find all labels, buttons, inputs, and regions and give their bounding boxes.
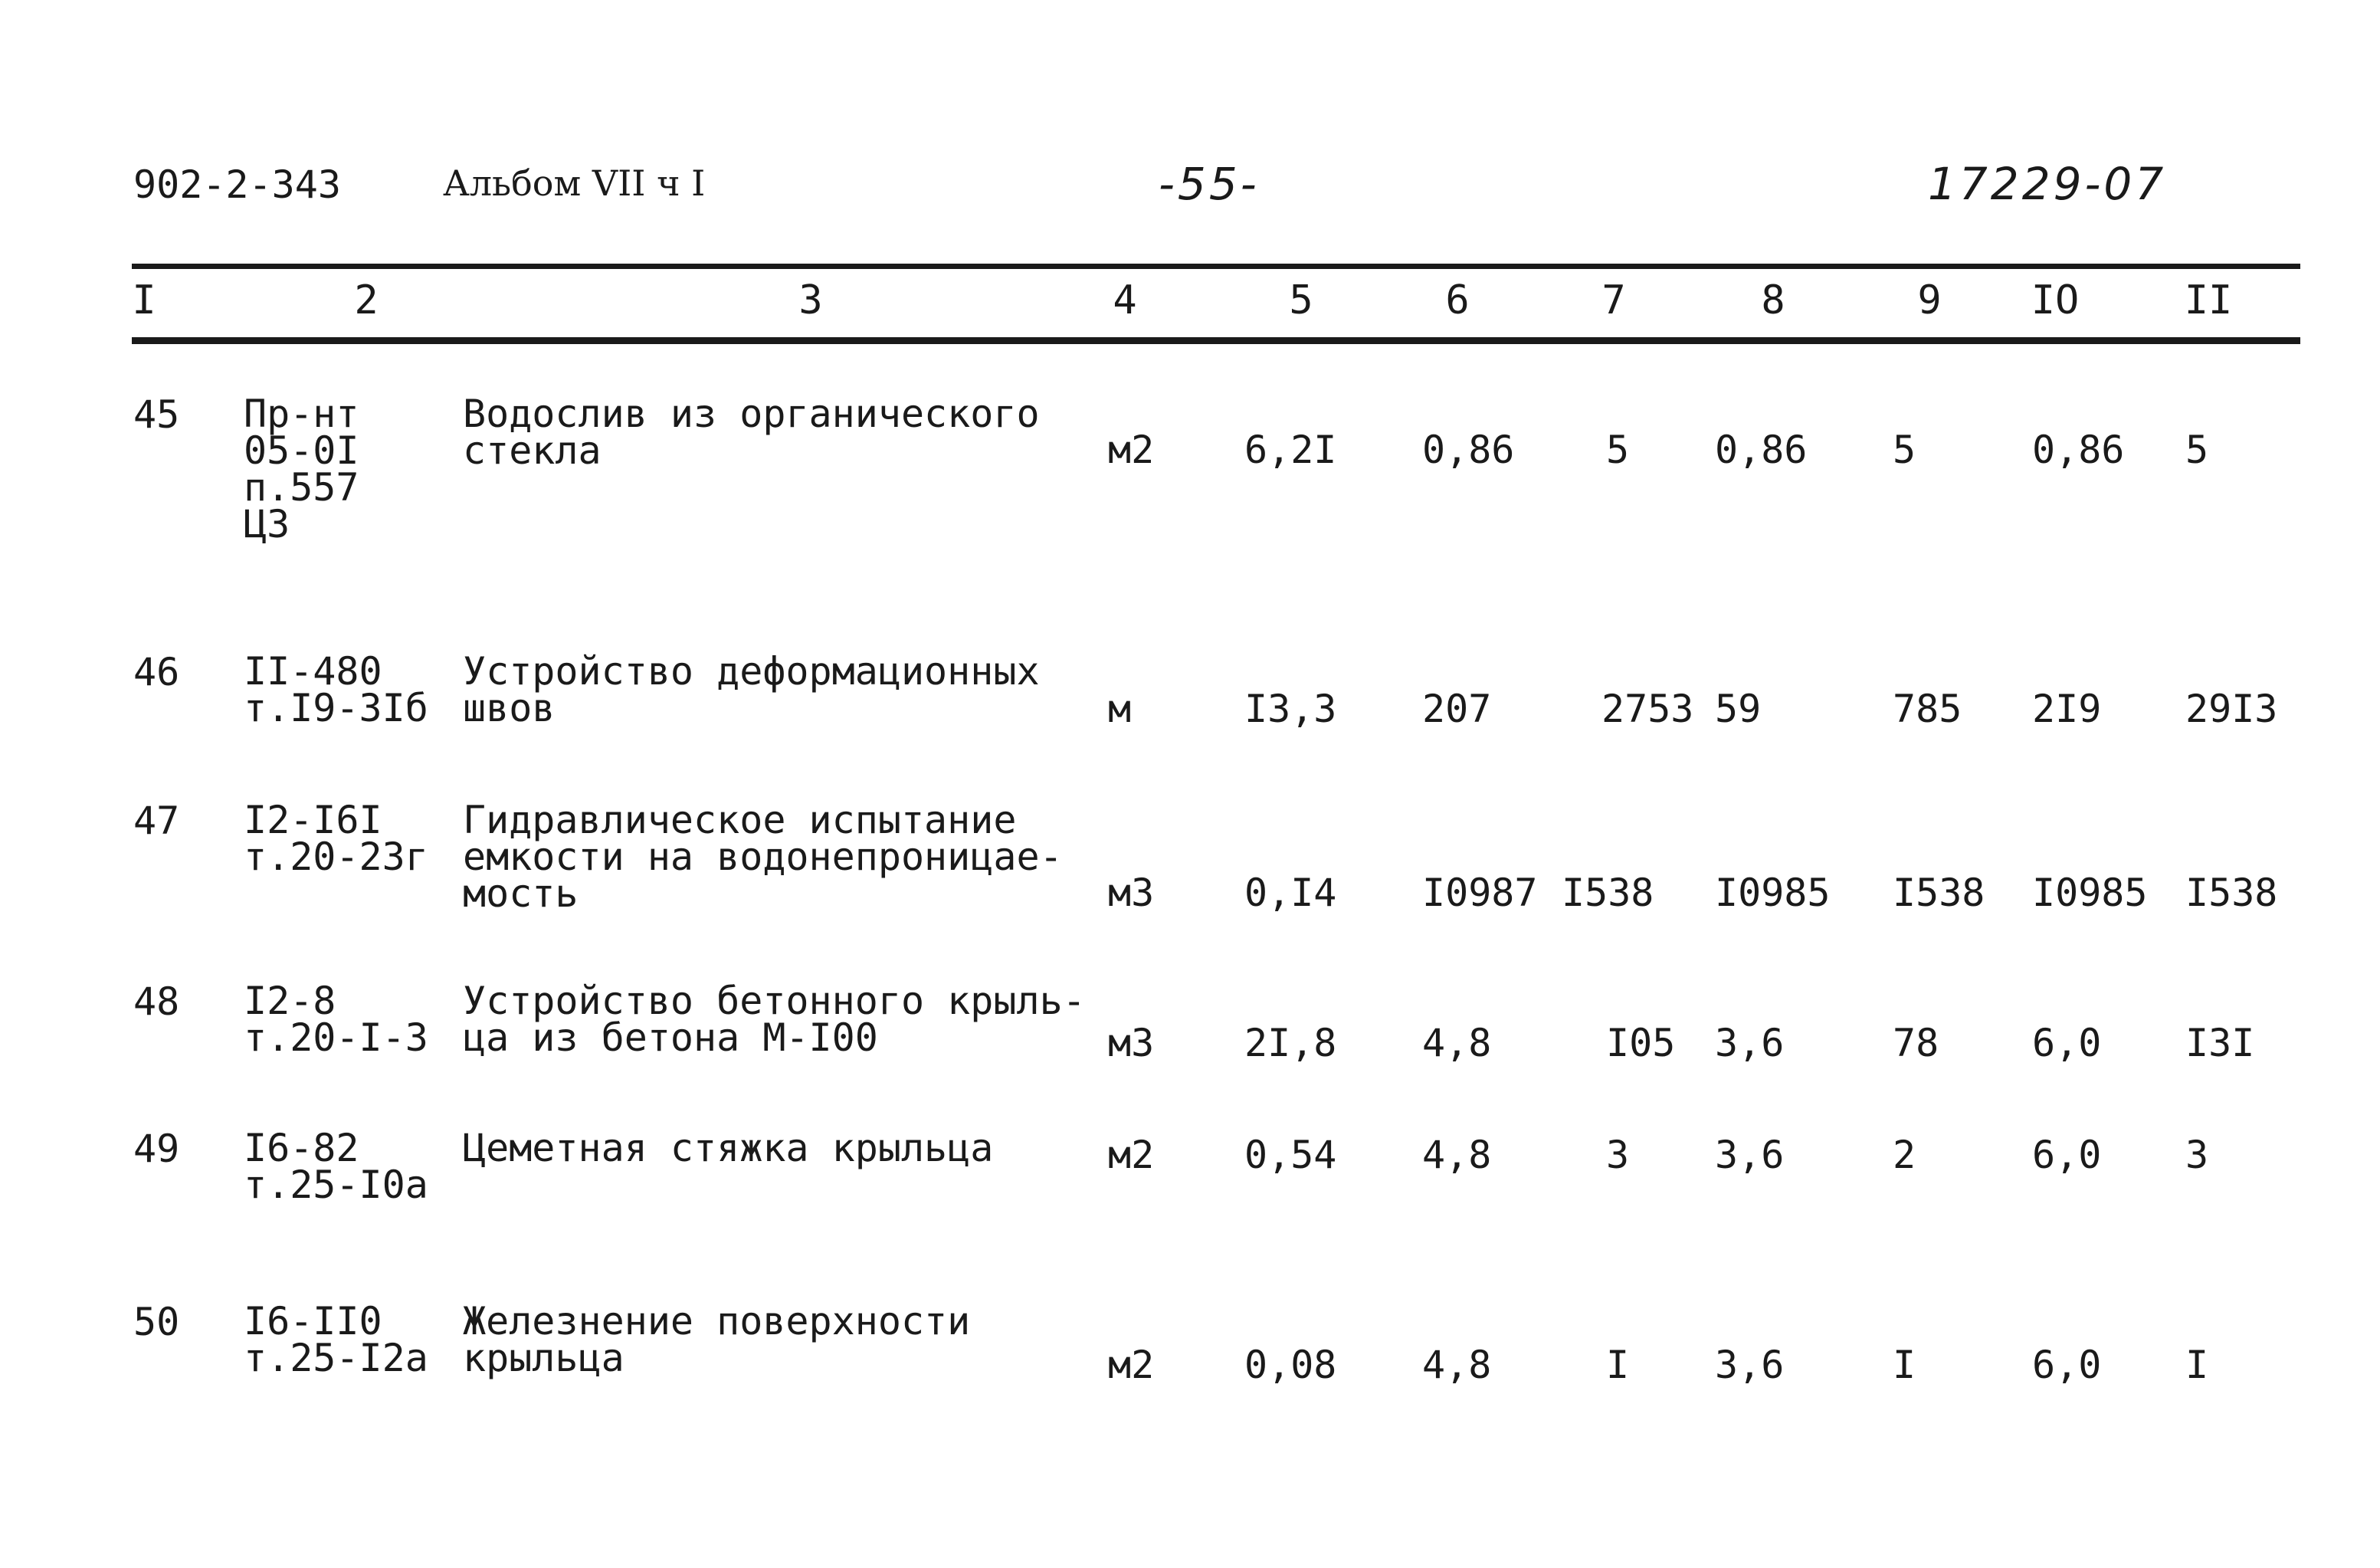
value-cell: 785 bbox=[1893, 687, 1962, 731]
value-cell: 29I3 bbox=[2185, 687, 2278, 731]
value-cell: 3 bbox=[1606, 1133, 1630, 1177]
work-description-line: крыльца bbox=[463, 1336, 625, 1380]
album-label: Альбом VII ч I bbox=[443, 162, 706, 204]
value-cell: I3I bbox=[2185, 1021, 2255, 1065]
work-description bbox=[463, 1299, 971, 1380]
work-description-line: Водослив из органического bbox=[463, 392, 1040, 436]
value-cell: 5 bbox=[1606, 428, 1630, 472]
price-code-line: I2-I6I bbox=[244, 798, 382, 842]
value-cell: I538 bbox=[1562, 871, 1654, 915]
work-description-line: Железнение поверхности bbox=[463, 1299, 971, 1343]
value-cell: 4,8 bbox=[1422, 1133, 1492, 1177]
price-code-line: ЦЗ bbox=[244, 502, 290, 546]
table-top-rule bbox=[132, 264, 2300, 269]
value-cell: I538 bbox=[2185, 871, 2278, 915]
column-header-2: 2 bbox=[354, 277, 379, 323]
work-description bbox=[463, 798, 1063, 916]
price-code bbox=[244, 798, 428, 879]
column-header-5: 5 bbox=[1289, 277, 1313, 323]
value-cell: 4,8 bbox=[1422, 1343, 1492, 1387]
price-code bbox=[244, 649, 428, 730]
column-header-11: II bbox=[2184, 277, 2233, 323]
row-number: 48 bbox=[133, 979, 180, 1024]
work-description-line: Гидравлическое испытание bbox=[463, 798, 1017, 842]
column-header-9: 9 bbox=[1917, 277, 1942, 323]
price-code-line: т.I9-3Iб bbox=[244, 686, 428, 730]
price-code-line: I6-II0 bbox=[244, 1299, 382, 1343]
price-code-line: п.557 bbox=[244, 465, 359, 510]
value-cell: 3,6 bbox=[1715, 1133, 1785, 1177]
value-cell: I538 bbox=[1893, 871, 1985, 915]
row-number: 50 bbox=[133, 1300, 180, 1344]
price-code bbox=[244, 1126, 428, 1207]
value-cell: 5 bbox=[1893, 428, 1916, 472]
unit-cell: м3 bbox=[1108, 1021, 1155, 1065]
value-cell: 6,0 bbox=[2032, 1133, 2102, 1177]
value-cell: 5 bbox=[2185, 428, 2209, 472]
price-code bbox=[244, 392, 359, 546]
value-cell: 207 bbox=[1422, 687, 1492, 731]
price-code-line: Пр-нт bbox=[244, 392, 359, 436]
row-number: 49 bbox=[133, 1127, 180, 1171]
value-cell: 6,0 bbox=[2032, 1343, 2102, 1387]
work-description bbox=[463, 1126, 994, 1170]
value-cell: 3 bbox=[2185, 1133, 2209, 1177]
value-cell: 2I9 bbox=[2032, 687, 2102, 731]
sheet-code: 17229-07 bbox=[1928, 158, 2167, 210]
column-header-4: 4 bbox=[1113, 277, 1137, 323]
value-cell: 6,0 bbox=[2032, 1021, 2102, 1065]
quantity-cell: 6,2I bbox=[1244, 428, 1337, 472]
work-description bbox=[463, 392, 1040, 473]
work-description-line: швов bbox=[463, 686, 556, 730]
row-number: 45 bbox=[133, 392, 180, 437]
value-cell: 2 bbox=[1893, 1133, 1916, 1177]
price-code-line: т.25-I0а bbox=[244, 1163, 428, 1207]
price-code-line: т.20-23г bbox=[244, 835, 428, 879]
quantity-cell: 0,54 bbox=[1244, 1133, 1337, 1177]
value-cell: I0985 bbox=[1715, 871, 1831, 915]
value-cell: 2753 bbox=[1601, 687, 1694, 731]
row-number: 47 bbox=[133, 799, 180, 843]
work-description bbox=[463, 979, 1086, 1060]
value-cell: 3,6 bbox=[1715, 1021, 1785, 1065]
price-code bbox=[244, 979, 428, 1060]
work-description-line: мость bbox=[463, 871, 579, 916]
value-cell: 59 bbox=[1715, 687, 1762, 731]
unit-cell: м2 bbox=[1108, 1343, 1155, 1387]
value-cell: I0987 bbox=[1422, 871, 1538, 915]
price-code-line: т.25-I2а bbox=[244, 1336, 428, 1380]
quantity-cell: I3,3 bbox=[1244, 687, 1337, 731]
document-code: 902-2-343 bbox=[133, 162, 341, 207]
value-cell: 4,8 bbox=[1422, 1021, 1492, 1065]
price-code bbox=[244, 1299, 428, 1380]
value-cell: 0,86 bbox=[2032, 428, 2125, 472]
price-code-line: I2-8 bbox=[244, 979, 336, 1023]
value-cell: 78 bbox=[1893, 1021, 1939, 1065]
work-description bbox=[463, 649, 1040, 730]
column-header-3: 3 bbox=[798, 277, 823, 323]
quantity-cell: 0,08 bbox=[1244, 1343, 1337, 1387]
value-cell: 0,86 bbox=[1715, 428, 1808, 472]
value-cell: I bbox=[1893, 1343, 1916, 1387]
page-number: -55- bbox=[1159, 158, 1260, 210]
price-code-line: I6-82 bbox=[244, 1126, 359, 1170]
column-header-6: 6 bbox=[1445, 277, 1470, 323]
row-number: 46 bbox=[133, 650, 180, 694]
work-description-line: емкости на водонепроницае- bbox=[463, 835, 1063, 879]
unit-cell: м bbox=[1108, 687, 1132, 731]
value-cell: I0985 bbox=[2032, 871, 2148, 915]
price-code-line: 05-0I bbox=[244, 428, 359, 473]
column-header-1: I bbox=[132, 277, 156, 323]
quantity-cell: 2I,8 bbox=[1244, 1021, 1337, 1065]
value-cell: 0,86 bbox=[1422, 428, 1515, 472]
unit-cell: м3 bbox=[1108, 871, 1155, 915]
column-header-8: 8 bbox=[1761, 277, 1785, 323]
value-cell: I bbox=[1606, 1343, 1630, 1387]
value-cell: 3,6 bbox=[1715, 1343, 1785, 1387]
price-code-line: т.20-I-3 bbox=[244, 1015, 428, 1060]
table-header-rule bbox=[132, 337, 2300, 344]
quantity-cell: 0,I4 bbox=[1244, 871, 1337, 915]
price-code-line: II-480 bbox=[244, 649, 382, 694]
value-cell: I05 bbox=[1606, 1021, 1676, 1065]
work-description-line: стекла bbox=[463, 428, 602, 473]
unit-cell: м2 bbox=[1108, 1133, 1155, 1177]
column-header-10: IO bbox=[2031, 277, 2080, 323]
value-cell: I bbox=[2185, 1343, 2209, 1387]
work-description-line: Устройство бетонного крыль- bbox=[463, 979, 1086, 1023]
column-header-7: 7 bbox=[1601, 277, 1626, 323]
work-description-line: ца из бетона М-I00 bbox=[463, 1015, 878, 1060]
work-description-line: Цеметная стяжка крыльца bbox=[463, 1126, 994, 1170]
work-description-line: Устройство деформационных bbox=[463, 649, 1040, 694]
unit-cell: м2 bbox=[1108, 428, 1155, 472]
